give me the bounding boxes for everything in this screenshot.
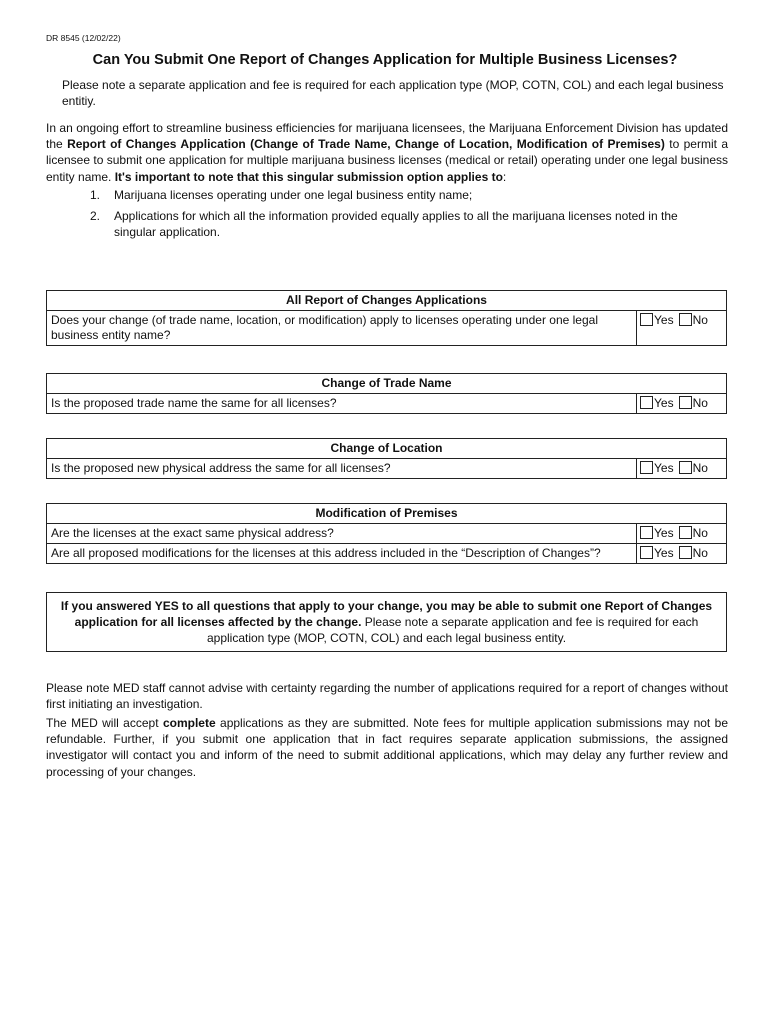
answer-cell [637,394,727,414]
yes-checkbox[interactable] [640,313,653,326]
no-checkbox[interactable] [679,461,692,474]
question-text: Does your change (of trade name, location, or modification) apply to licenses operating under one legal business entity name? [47,311,637,346]
intro-paragraph [46,120,728,185]
answer-cell [637,524,727,544]
answer-cell [637,311,727,346]
yes-label: Yes [654,396,674,410]
no-label: No [692,396,708,410]
form-id: DR 8545 (12/02/22) [46,33,121,43]
no-checkbox[interactable] [679,396,692,409]
intro-bold-1: Report of Changes Application (Change of Trade Name, Change of Location, Modification of Premises) [67,137,665,152]
question-row [47,524,727,544]
no-label: No [692,461,708,475]
question-row [47,459,727,479]
section-heading: Modification of Premises [47,504,727,524]
acceptance-bold: complete [162,716,216,730]
no-label: No [692,546,708,560]
all-changes-table [46,290,727,346]
section-heading: Change of Trade Name [47,374,727,394]
staff-note-paragraph: Please note MED staff cannot advise with certainty regarding the number of applications required for a report of changes without first initiating an investigation. [46,681,728,712]
section-heading: Change of Location [47,439,727,459]
question-text: Are the licenses at the exact same physical address? [47,524,637,544]
yes-checkbox[interactable] [640,461,653,474]
intro-text-3: : [502,169,507,184]
page-title: Can You Submit One Report of Changes Application for Multiple Business Licenses? [92,52,678,68]
intro-text-1: In an ongoing effort to streamline business efficiencies for marijuana licensees, the Marijuana Enforcement Division has updated the [46,121,728,152]
question-text: Is the proposed trade name the same for all licenses? [47,394,637,414]
acceptance-paragraph [46,715,728,780]
yes-label: Yes [654,313,674,327]
question-text: Are all proposed modifications for the licenses at this address included in the “Description of Changes”? [47,544,637,564]
intro-text-2: to permit a licensee to submit one application for multiple marijuana business licenses (medical or retail) operating under one legal business entity name. [46,137,729,184]
intro-bold-2: It's important to note that this singular submission option applies to [114,169,503,184]
location-table [46,438,727,479]
callout-box [46,592,727,652]
no-checkbox[interactable] [679,546,692,559]
yes-checkbox[interactable] [640,546,653,559]
callout-bold: If you answered YES to all questions that apply to your change, you may be able to submit one Report of Changes application for all licenses affected by the change. [60,599,713,629]
yes-label: Yes [654,546,674,560]
list-text: Applications for which all the information provided equally applies to all the marijuana licenses noted in the singular application. [114,209,678,239]
criteria-list [90,187,720,245]
premises-table [46,503,727,564]
acceptance-text-1: The MED will accept [46,716,163,730]
no-checkbox[interactable] [679,526,692,539]
no-label: No [692,526,708,540]
yes-label: Yes [654,526,674,540]
list-text: Marijuana licenses operating under one legal business entity name; [114,188,473,202]
answer-cell [637,544,727,564]
list-item [90,208,720,240]
yes-checkbox[interactable] [640,396,653,409]
list-number: 2. [90,209,101,223]
question-text: Is the proposed new physical address the same for all licenses? [47,459,637,479]
yes-label: Yes [654,461,674,475]
fee-note: Please note a separate application and fee is required for each application type (MOP, COTN, COL) and each legal business entitiy. [62,78,724,108]
section-heading: All Report of Changes Applications [47,291,727,311]
question-row [47,544,727,564]
list-item [90,187,720,203]
trade-name-table [46,373,727,414]
answer-cell [637,459,727,479]
callout-text: Please note a separate application and fee is required for each application type (MOP, COTN, COL) and each legal business entity. [206,615,699,645]
question-row [47,394,727,414]
question-row [47,311,727,346]
yes-checkbox[interactable] [640,526,653,539]
no-label: No [692,313,708,327]
list-number: 1. [90,188,101,202]
no-checkbox[interactable] [679,313,692,326]
acceptance-text-2: applications as they are submitted. Note fees for multiple application submissions may not be refundable. Further, if you submit one application that in fact requires separate application submissions, the assigned investigator will contact you and inform of the need to submit additional applications, which may delay any further review and processing of your changes. [46,716,729,779]
